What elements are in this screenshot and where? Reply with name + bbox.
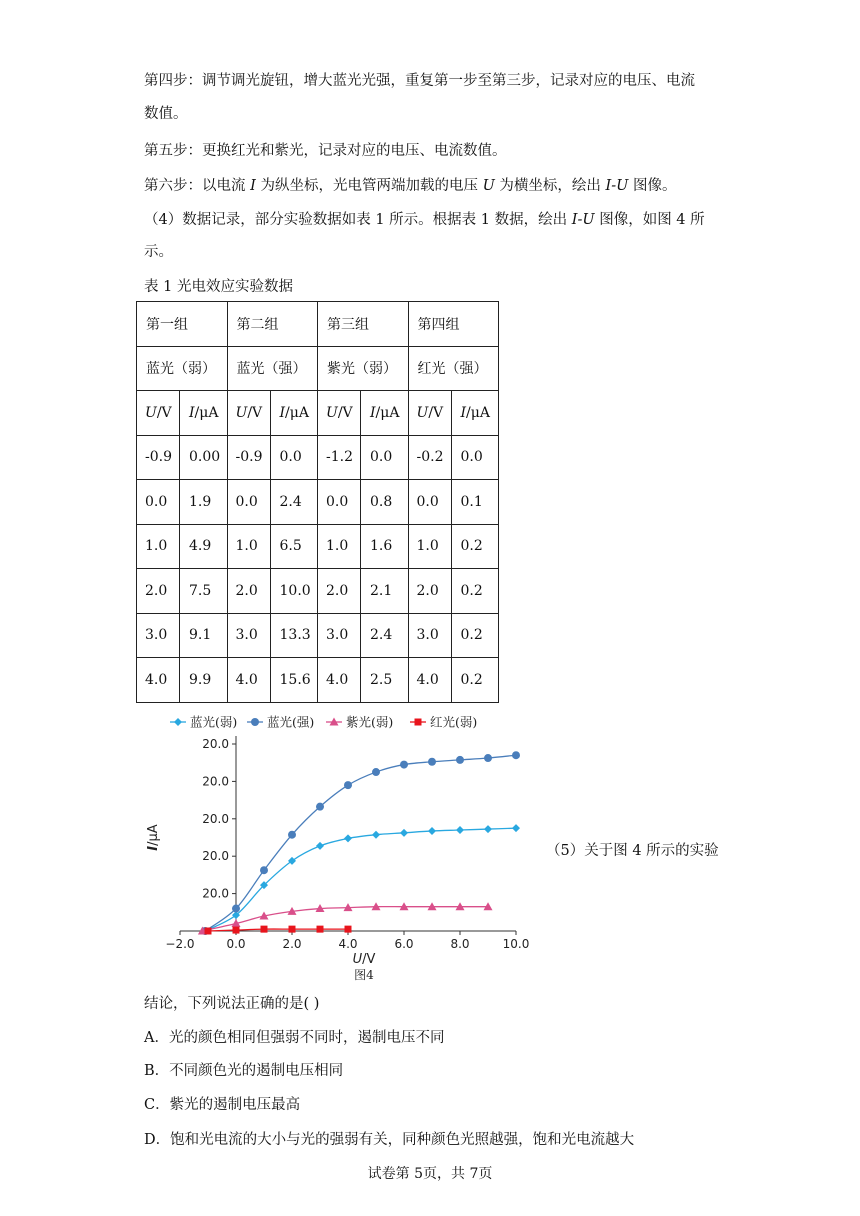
table-cell: 0.2 — [451, 658, 499, 703]
table-cell: 1.0 — [227, 524, 270, 569]
data-point — [316, 803, 324, 811]
legend-entry: 蓝光(强) — [267, 714, 315, 730]
data-point — [261, 926, 268, 933]
table-cell: 2.0 — [318, 569, 361, 614]
legend-entry: 蓝光(弱) — [190, 714, 238, 730]
data-point — [260, 866, 268, 874]
y-tick-label: 20.0 — [202, 886, 229, 901]
x-axis-label-symbol: U — [352, 952, 363, 967]
table-cell: 3.0 — [227, 613, 270, 658]
table-cell: 0.0 — [270, 435, 318, 480]
data-point — [288, 831, 296, 839]
table-cell: 1.9 — [180, 480, 228, 525]
data-point — [344, 781, 352, 789]
table-cell: 2.4 — [270, 480, 318, 525]
legend-swatch-marker — [415, 719, 422, 726]
legend-entry: 紫光(弱) — [346, 714, 394, 730]
table-cell: 2.0 — [137, 569, 180, 614]
series-line-1 — [205, 755, 516, 931]
data-point — [232, 905, 240, 913]
legend-entry: 红光(弱) — [430, 714, 478, 730]
group-cell: 第二组 — [227, 302, 318, 347]
table-cell: 1.0 — [408, 524, 451, 569]
data-point — [205, 928, 212, 935]
y-tick-label: 20.0 — [202, 849, 229, 864]
item5-text: （5）关于图 4 所示的实验 — [546, 843, 719, 859]
table-cell: 13.3 — [270, 613, 318, 658]
table-row — [137, 435, 499, 480]
data-point — [512, 751, 520, 759]
table-cell: 0.2 — [451, 569, 499, 614]
table-cell: 1.0 — [137, 524, 180, 569]
series-line-0 — [205, 828, 516, 931]
page-footer: 试卷第 5页，共 7页 — [367, 1166, 493, 1182]
table-cell: 3.0 — [137, 613, 180, 658]
table-cell: 0.0 — [227, 480, 270, 525]
data-point — [428, 758, 436, 766]
table-cell: 0.0 — [361, 435, 409, 480]
table-cell: 7.5 — [180, 569, 228, 614]
group-cell: 第四组 — [408, 302, 499, 347]
table-cell: 3.0 — [318, 613, 361, 658]
table-cell: 0.0 — [318, 480, 361, 525]
data-point — [344, 834, 352, 842]
data-point — [400, 829, 408, 837]
table-cell: 4.0 — [137, 658, 180, 703]
table-cell: 4.9 — [180, 524, 228, 569]
header-i: I/μA — [270, 391, 318, 436]
table-row — [137, 613, 499, 658]
y-axis-label — [146, 824, 161, 850]
data-point — [484, 825, 492, 833]
table-cell: -0.2 — [408, 435, 451, 480]
table-cell: 9.9 — [180, 658, 228, 703]
x-tick-label: 8.0 — [450, 937, 470, 951]
table-row-headers — [137, 391, 499, 436]
table-cell: 0.0 — [137, 480, 180, 525]
table-cell: 15.6 — [270, 658, 318, 703]
iu-chart — [140, 711, 540, 983]
header-i: I/μA — [451, 391, 499, 436]
table-cell: 0.8 — [361, 480, 409, 525]
y-tick-label: 20.0 — [202, 774, 229, 789]
table-cell: 2.4 — [361, 613, 409, 658]
light-cell: 蓝光（弱） — [137, 346, 228, 391]
x-tick-label: −2.0 — [165, 937, 195, 951]
light-cell: 紫光（弱） — [318, 346, 409, 391]
table-cell: -0.9 — [137, 435, 180, 480]
header-u: U/V — [137, 391, 180, 436]
y-tick-label: 20.0 — [202, 811, 229, 826]
table-cell: 4.0 — [318, 658, 361, 703]
header-u: U/V — [408, 391, 451, 436]
option-d: D．饱和光电流的大小与光的强弱有关，同种颜色光照越强，饱和光电流越大 — [144, 1132, 635, 1148]
question-stem: 结论，下列说法正确的是( ) — [144, 996, 320, 1012]
data-point — [372, 768, 380, 776]
data-point — [233, 927, 240, 934]
table-cell: 0.2 — [451, 524, 499, 569]
header-i: I/μA — [361, 391, 409, 436]
table-cell: 2.0 — [408, 569, 451, 614]
table-cell: 1.0 — [318, 524, 361, 569]
light-cell: 红光（强） — [408, 346, 499, 391]
table-cell: 0.0 — [408, 480, 451, 525]
table-cell: 0.1 — [451, 480, 499, 525]
table-cell: 4.0 — [408, 658, 451, 703]
table-cell: 2.0 — [227, 569, 270, 614]
data-point — [317, 926, 324, 933]
table-cell: 0.00 — [180, 435, 228, 480]
x-tick-label: 0.0 — [226, 937, 246, 951]
table-cell: -0.9 — [227, 435, 270, 480]
option-b: B．不同颜色光的遏制电压相同 — [144, 1063, 344, 1079]
header-u: U/V — [318, 391, 361, 436]
legend-swatch-marker — [174, 718, 182, 726]
step5-line: 第五步：更换红光和紫光，记录对应的电压、电流数值。 — [144, 143, 507, 159]
table-cell: 0.0 — [451, 435, 499, 480]
data-point — [400, 761, 408, 769]
table-cell: 9.1 — [180, 613, 228, 658]
x-tick-label: 10.0 — [502, 937, 530, 951]
x-axis-label-unit: /V — [362, 952, 376, 967]
table-cell: 10.0 — [270, 569, 318, 614]
option-c: C．紫光的遏制电压最高 — [144, 1097, 301, 1113]
data-point — [456, 826, 464, 834]
data-point — [484, 754, 492, 762]
header-u: U/V — [227, 391, 270, 436]
item4-line1: （4）数据记录，部分实验数据如表 1 所示。根据表 1 数据，绘出 I-U 图像，如图 4 所 — [144, 212, 705, 228]
y-axis-label-symbol: I — [146, 845, 161, 851]
table-row-groups — [137, 302, 499, 347]
table-row — [137, 480, 499, 525]
table-row-lights — [137, 346, 499, 391]
data-point — [345, 926, 352, 933]
y-tick-label: 20.0 — [202, 737, 229, 751]
data-point — [512, 824, 520, 832]
experiment-data-table — [136, 301, 499, 703]
legend-swatch-marker — [251, 718, 259, 726]
step4-line2: 数值。 — [144, 106, 188, 122]
step6-line: 第六步：以电流 I 为纵坐标，光电管两端加载的电压 U 为横坐标，绘出 I-U 图像。 — [144, 178, 677, 194]
x-tick-label: 6.0 — [394, 937, 414, 951]
y-axis-label-unit: /μA — [146, 824, 161, 846]
table-cell: 0.2 — [451, 613, 499, 658]
table-cell: -1.2 — [318, 435, 361, 480]
header-i: I/μA — [180, 391, 228, 436]
x-tick-label: 4.0 — [338, 937, 358, 951]
data-point — [428, 827, 436, 835]
light-cell: 蓝光（强） — [227, 346, 318, 391]
data-point — [316, 842, 324, 850]
table-row — [137, 569, 499, 614]
option-a: A．光的颜色相同但强弱不同时，遏制电压不同 — [144, 1030, 445, 1046]
table-cell: 1.6 — [361, 524, 409, 569]
x-tick-label: 2.0 — [282, 937, 302, 951]
table-cell: 3.0 — [408, 613, 451, 658]
group-cell: 第一组 — [137, 302, 228, 347]
data-point — [289, 926, 296, 933]
table-cell: 4.0 — [227, 658, 270, 703]
table-row — [137, 524, 499, 569]
table-cell: 2.5 — [361, 658, 409, 703]
table-cell: 6.5 — [270, 524, 318, 569]
figure-caption: 图4 — [354, 968, 374, 982]
group-cell: 第三组 — [318, 302, 409, 347]
table-cell: 2.1 — [361, 569, 409, 614]
data-point — [372, 831, 380, 839]
table-title: 表 1 光电效应实验数据 — [144, 279, 293, 295]
item4-line2: 示。 — [144, 244, 173, 260]
data-point — [456, 756, 464, 764]
step4-line1: 第四步：调节调光旋钮，增大蓝光光强，重复第一步至第三步，记录对应的电压、电流 — [144, 73, 695, 89]
table-row — [137, 658, 499, 703]
x-axis-label — [353, 952, 376, 967]
